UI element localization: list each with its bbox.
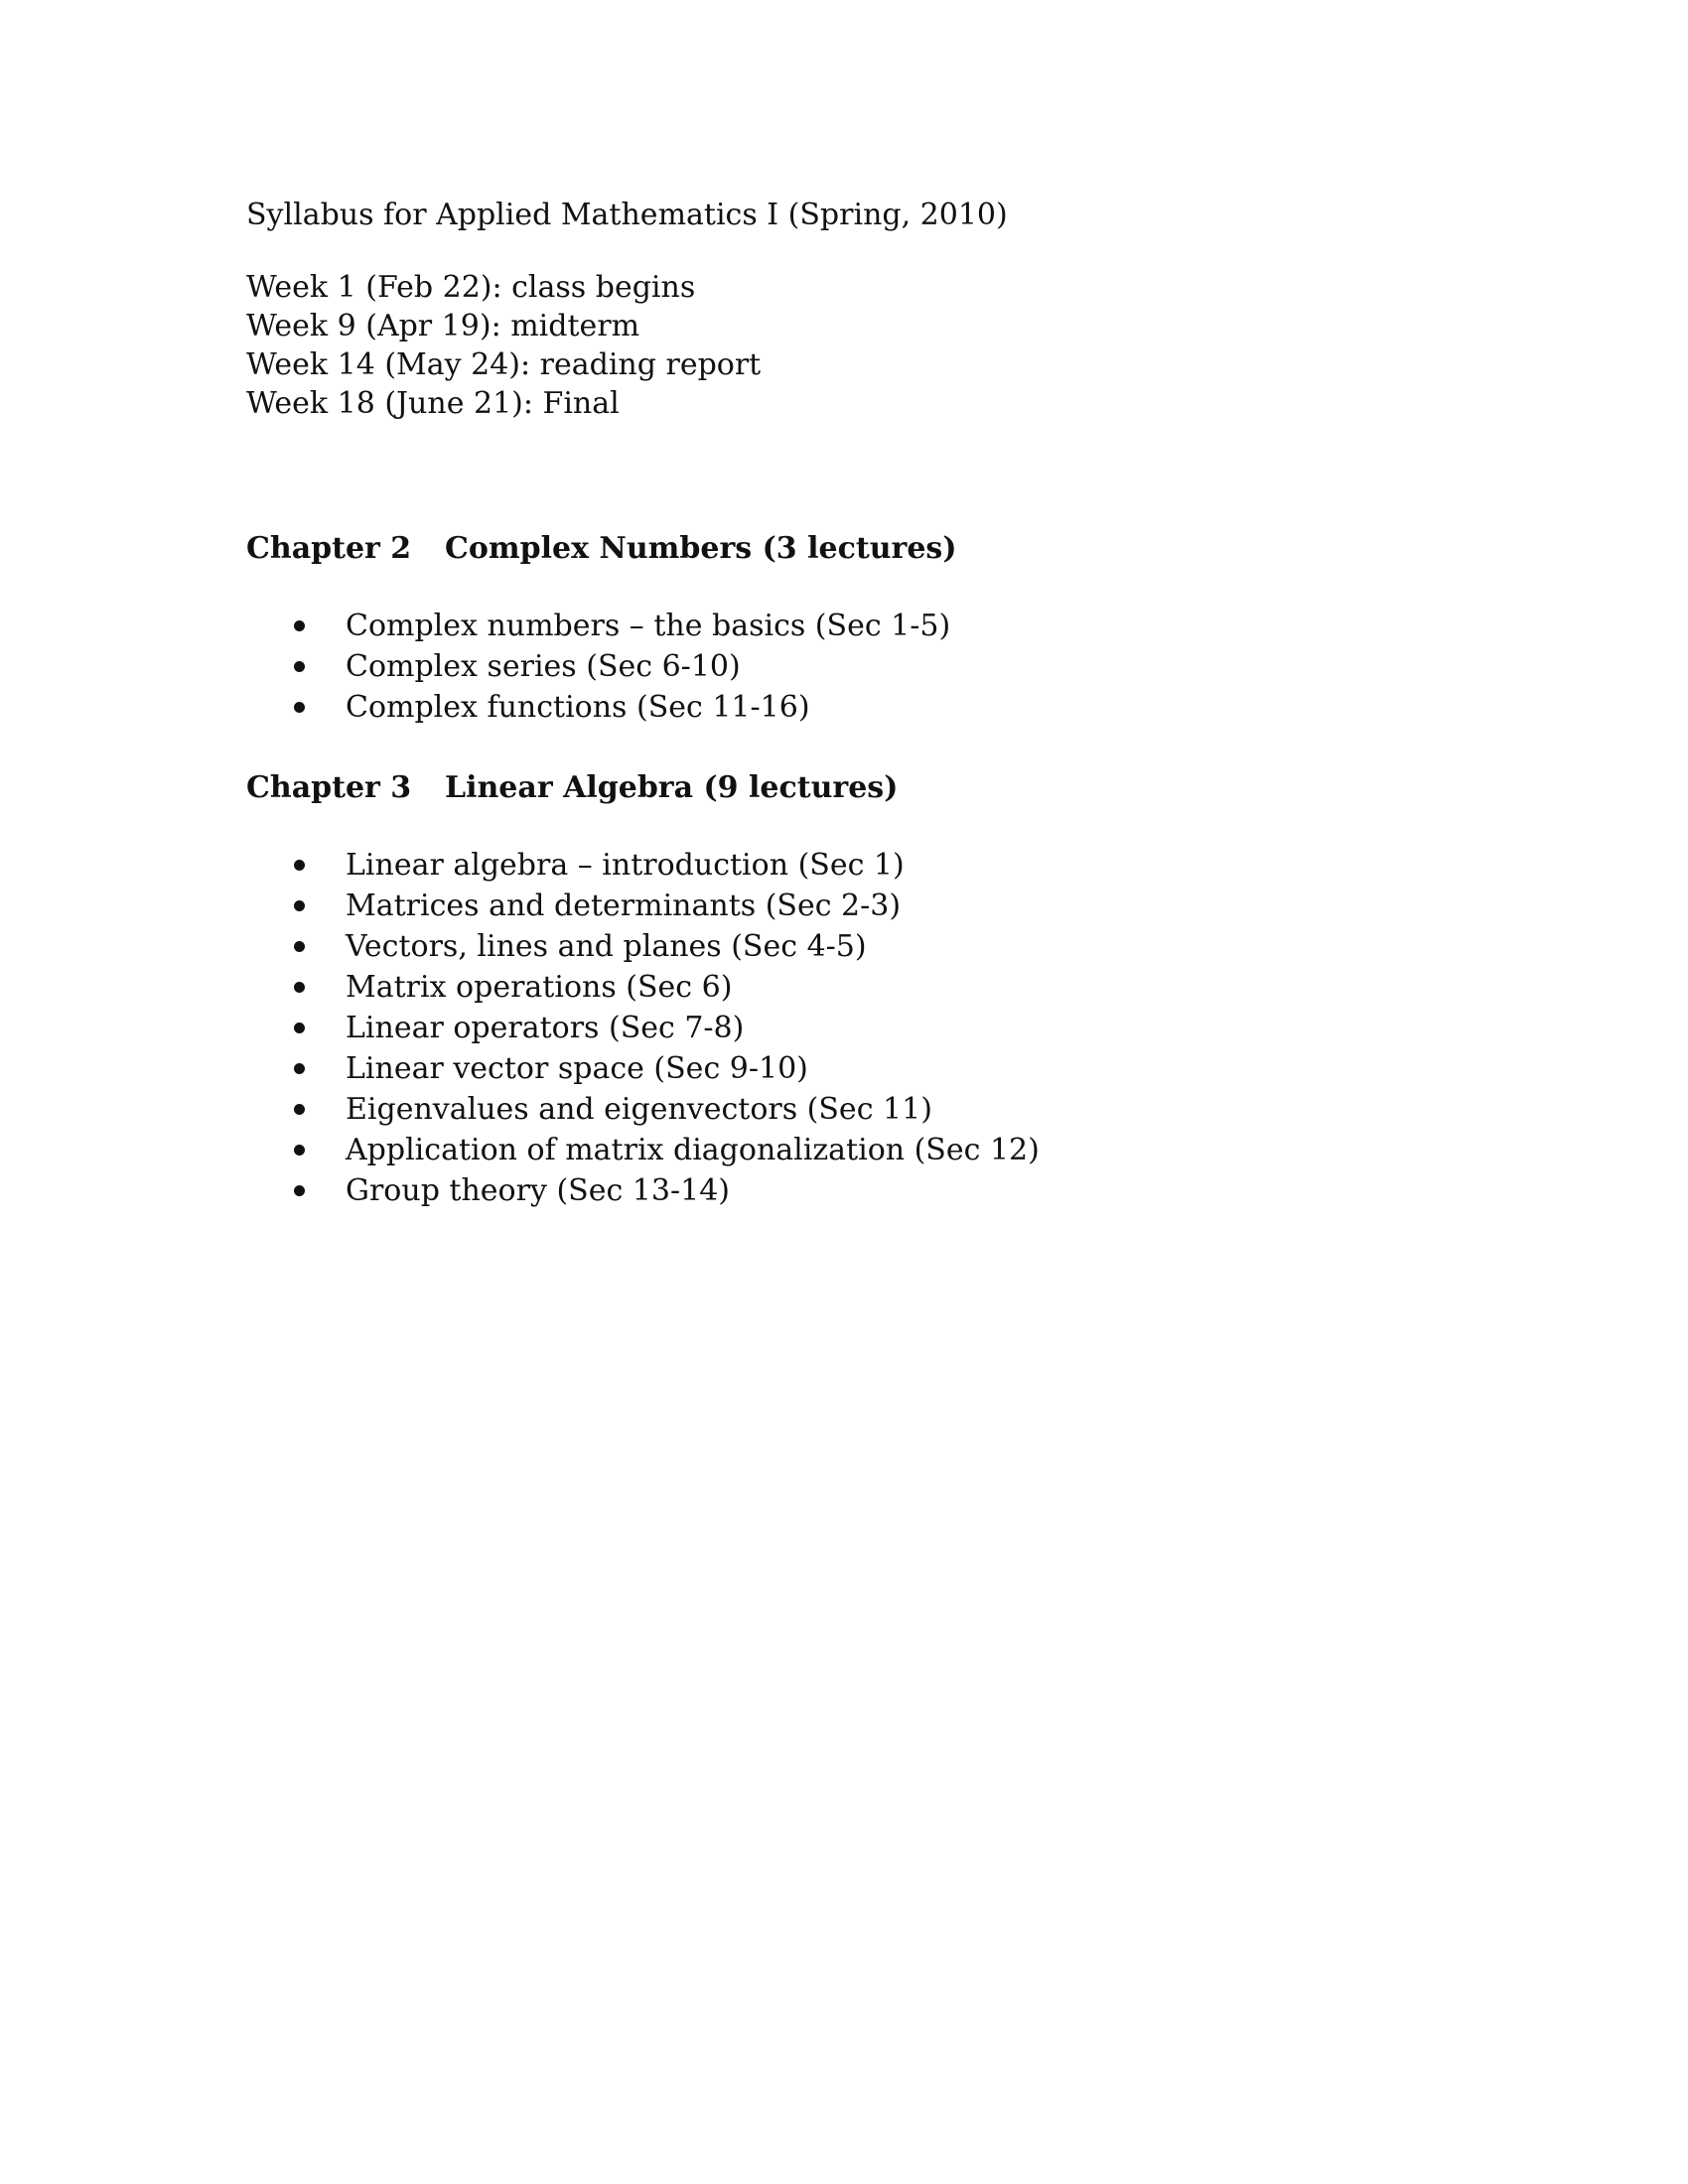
topic-label: Application of matrix diagonalization (Sec 12) xyxy=(346,1133,1040,1167)
bullet-icon xyxy=(294,1185,305,1196)
bullet-icon xyxy=(294,900,305,911)
schedule-list xyxy=(246,268,1438,423)
list-item xyxy=(246,886,1438,926)
topic-label: Complex functions (Sec 11-16) xyxy=(346,690,810,725)
list-item xyxy=(246,1048,1438,1089)
list-item xyxy=(246,845,1438,886)
topic-label: Linear vector space (Sec 9-10) xyxy=(346,1051,808,1086)
schedule-item: Week 9 (Apr 19): midterm xyxy=(246,309,640,343)
chapter-title: Complex Numbers (3 lectures) xyxy=(445,531,957,566)
list-item xyxy=(246,687,1438,728)
bullet-icon xyxy=(294,860,305,871)
chapter-heading xyxy=(246,528,1438,570)
list-item xyxy=(246,1008,1438,1048)
topic-label: Linear algebra – introduction (Sec 1) xyxy=(346,848,905,883)
document-page xyxy=(246,195,1438,1211)
schedule-item: Week 14 (May 24): reading report xyxy=(246,347,762,382)
document-title: Syllabus for Applied Mathematics I (Spring, 2010) xyxy=(246,198,1008,232)
topic-list xyxy=(246,845,1438,1211)
topic-list xyxy=(246,606,1438,728)
chapter-number: Chapter 3 xyxy=(246,770,412,805)
list-item xyxy=(246,606,1438,646)
chapter-heading xyxy=(246,767,1438,809)
topic-label: Complex numbers – the basics (Sec 1-5) xyxy=(346,609,951,643)
list-item xyxy=(246,967,1438,1008)
bullet-icon xyxy=(294,702,305,713)
list-item xyxy=(246,646,1438,687)
chapter-number: Chapter 2 xyxy=(246,531,412,566)
list-item xyxy=(246,1130,1438,1170)
bullet-icon xyxy=(294,1104,305,1115)
schedule-item: Week 18 (June 21): Final xyxy=(246,386,620,421)
schedule-item: Week 1 (Feb 22): class begins xyxy=(246,270,696,305)
bullet-icon xyxy=(294,620,305,631)
topic-label: Eigenvalues and eigenvectors (Sec 11) xyxy=(346,1092,932,1127)
bullet-icon xyxy=(294,1023,305,1033)
topic-label: Matrices and determinants (Sec 2-3) xyxy=(346,888,902,923)
bullet-icon xyxy=(294,1063,305,1074)
topic-label: Complex series (Sec 6-10) xyxy=(346,649,741,684)
bullet-icon xyxy=(294,1145,305,1156)
topic-label: Matrix operations (Sec 6) xyxy=(346,970,733,1005)
list-item xyxy=(246,1170,1438,1211)
bullet-icon xyxy=(294,661,305,672)
topic-label: Vectors, lines and planes (Sec 4-5) xyxy=(346,929,867,964)
topic-label: Linear operators (Sec 7-8) xyxy=(346,1011,745,1045)
list-item xyxy=(246,1089,1438,1130)
bullet-icon xyxy=(294,941,305,952)
chapter-title: Linear Algebra (9 lectures) xyxy=(445,770,899,805)
topic-label: Group theory (Sec 13-14) xyxy=(346,1173,730,1208)
bullet-icon xyxy=(294,982,305,993)
list-item xyxy=(246,926,1438,967)
